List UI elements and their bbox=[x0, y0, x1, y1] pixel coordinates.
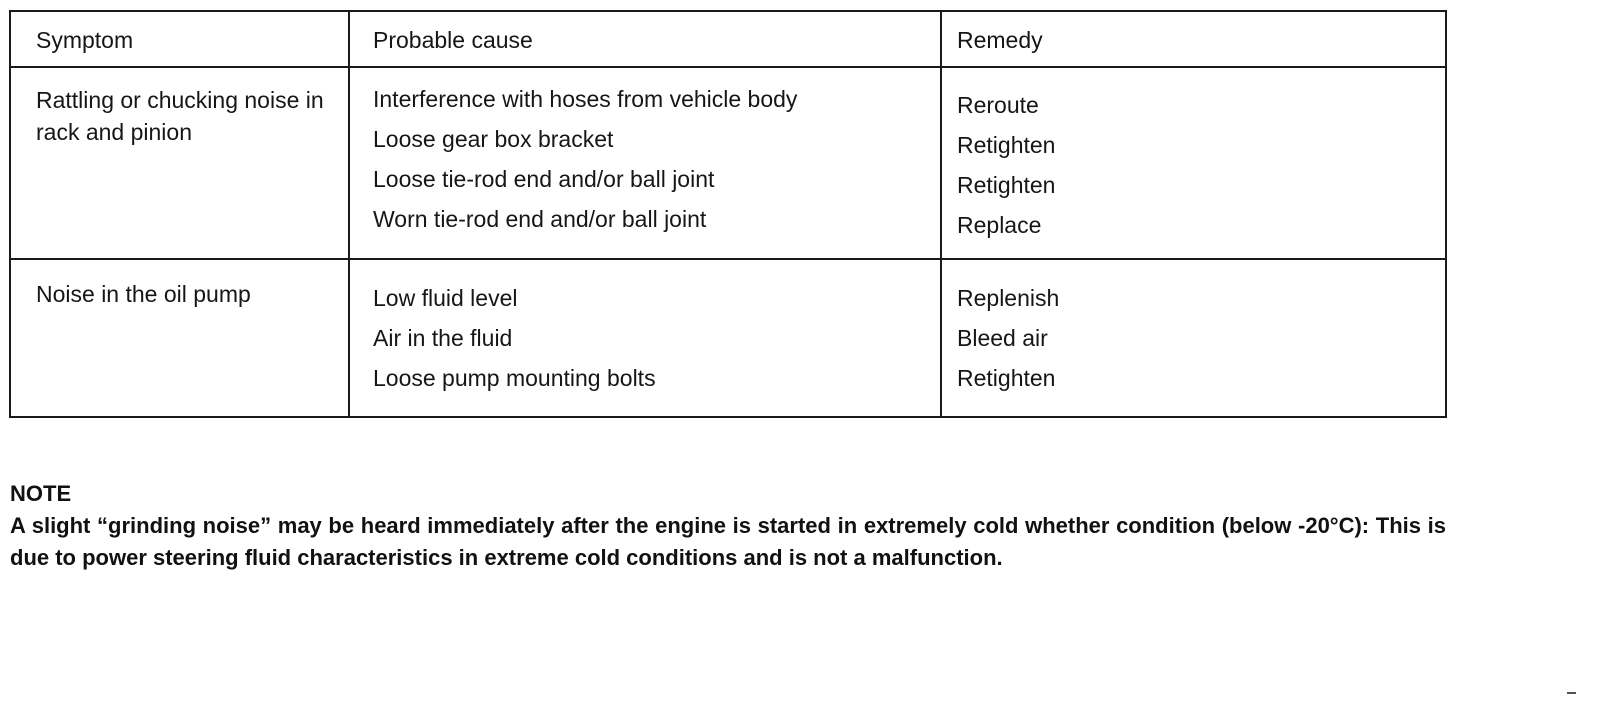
table-row-1-causes bbox=[373, 79, 797, 239]
cause-item: Low fluid level bbox=[373, 285, 518, 311]
remedy-item: Retighten bbox=[957, 172, 1056, 198]
scan-mark bbox=[1567, 692, 1576, 694]
cause-item: Loose gear box bracket bbox=[373, 126, 614, 152]
column-divider bbox=[348, 12, 350, 416]
note-text: A slight “grinding noise” may be heard immediately after the engine is started in extremely cold whether condition (below -20°C): This is due to power steering fluid characteristics in extreme cold conditions and is not a malfunction. bbox=[10, 513, 1446, 570]
table-row-1-remedies bbox=[957, 85, 1055, 245]
cause-item: Loose pump mounting bolts bbox=[373, 365, 656, 391]
header-symptom: Symptom bbox=[36, 27, 134, 53]
remedy-item: Reroute bbox=[957, 92, 1039, 118]
table-row-2-remedies bbox=[957, 278, 1059, 398]
header-probable-cause: Probable cause bbox=[373, 27, 533, 53]
remedy-item: Retighten bbox=[957, 365, 1056, 391]
cause-item: Air in the fluid bbox=[373, 325, 513, 351]
cause-item: Worn tie-rod end and/or ball joint bbox=[373, 206, 707, 232]
remedy-item: Replace bbox=[957, 212, 1042, 238]
note-heading: NOTE bbox=[10, 481, 72, 506]
header-remedy: Remedy bbox=[957, 27, 1043, 53]
cause-item: Loose tie-rod end and/or ball joint bbox=[373, 166, 715, 192]
table-row-2-symptom: Noise in the oil pump bbox=[36, 281, 251, 307]
column-divider bbox=[940, 12, 942, 416]
row-divider bbox=[11, 258, 1445, 260]
remedy-item: Replenish bbox=[957, 285, 1060, 311]
table-row-1-symptom: Rattling or chucking noise in rack and pinion bbox=[36, 87, 324, 145]
troubleshooting-table bbox=[9, 10, 1447, 418]
header-divider bbox=[11, 66, 1445, 68]
table-row-2-causes bbox=[373, 278, 656, 398]
cause-item: Interference with hoses from vehicle body bbox=[373, 86, 798, 112]
remedy-item: Retighten bbox=[957, 132, 1056, 158]
remedy-item: Bleed air bbox=[957, 325, 1048, 351]
